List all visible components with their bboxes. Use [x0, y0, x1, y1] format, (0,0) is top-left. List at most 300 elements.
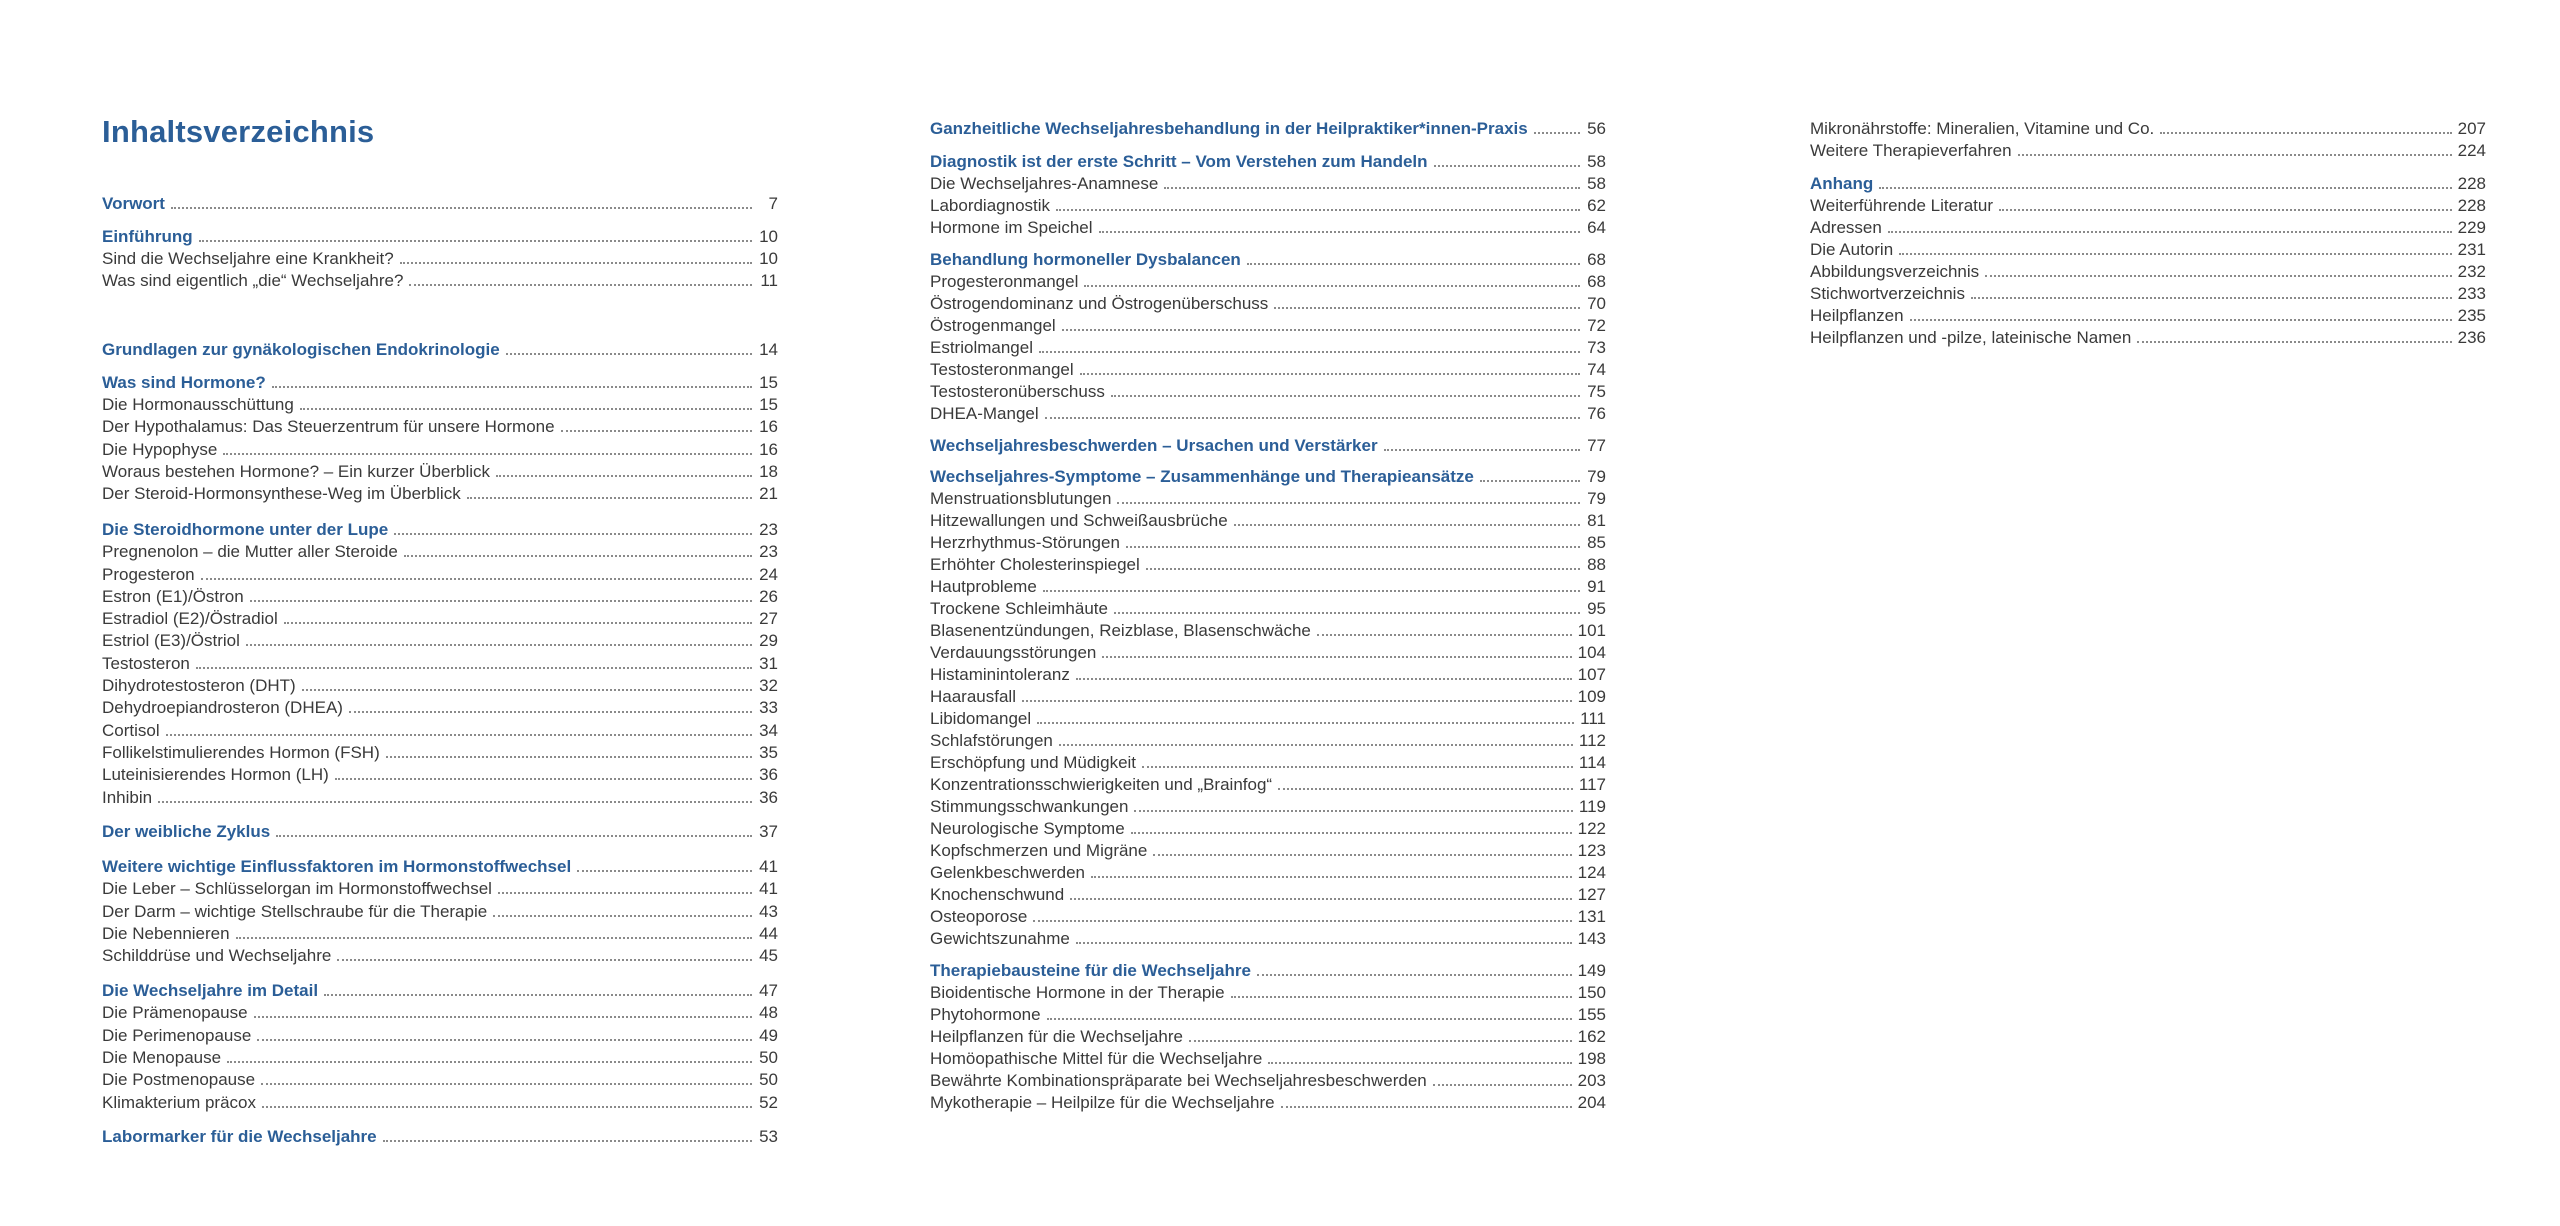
- toc-entry[interactable]: [102, 742, 778, 764]
- toc-page-number: 119: [1578, 797, 1606, 816]
- toc-entry-label: Cortisol: [102, 721, 160, 740]
- toc-entry-label: Homöopathische Mittel für die Wechseljahre: [930, 1049, 1263, 1068]
- dot-leader: [1879, 186, 2451, 189]
- dot-leader: [1257, 973, 1572, 976]
- toc-entry-label: Erschöpfung und Müdigkeit: [930, 753, 1137, 772]
- dot-leader: [1062, 328, 1580, 331]
- toc-entry[interactable]: [102, 1002, 778, 1024]
- toc-section-heading[interactable]: [102, 339, 778, 361]
- toc-page-number: 70: [1587, 294, 1606, 313]
- toc-page-number: 122: [1577, 819, 1606, 838]
- dot-leader: [1033, 919, 1571, 922]
- toc-entry[interactable]: [102, 1047, 778, 1069]
- toc-entry-label: Die Menopause: [102, 1048, 222, 1067]
- toc-section-heading[interactable]: [102, 519, 778, 541]
- toc-page-number: 62: [1587, 196, 1606, 215]
- toc-page-number: 7: [768, 194, 778, 213]
- toc-entry-label: Der Steroid-Hormonsynthese-Weg im Überblick: [102, 484, 461, 503]
- dot-leader: [1070, 897, 1571, 900]
- toc-entry-label: Dihydrotestosteron (DHT): [102, 676, 296, 695]
- toc-entry[interactable]: [930, 1048, 1606, 1070]
- toc-page-number: 49: [759, 1026, 778, 1045]
- toc-page-number: 155: [1577, 1005, 1606, 1024]
- toc-page-number: 85: [1587, 533, 1606, 552]
- toc-entry-label: Konzentrationsschwierigkeiten und „Brainfog“: [930, 775, 1273, 794]
- toc-entry-label: Vorwort: [102, 194, 165, 213]
- toc-entry[interactable]: [930, 576, 1606, 598]
- toc-entry-label: Haarausfall: [930, 687, 1016, 706]
- toc-page-number: 41: [759, 857, 778, 876]
- toc-entry-label: Stimmungsschwankungen: [930, 797, 1129, 816]
- toc-page-number: 204: [1577, 1093, 1606, 1112]
- toc-entry[interactable]: [102, 248, 778, 270]
- dot-leader: [1384, 448, 1580, 451]
- toc-entry-label: Der Hypothalamus: Das Steuerzentrum für unsere Hormone: [102, 417, 555, 436]
- toc-entry-label: Hormone im Speichel: [930, 218, 1093, 237]
- toc-entry[interactable]: [930, 554, 1606, 576]
- toc-entry[interactable]: [102, 923, 778, 945]
- toc-page-number: 53: [759, 1127, 778, 1146]
- toc-entry[interactable]: [102, 653, 778, 675]
- toc-entry[interactable]: [102, 541, 778, 563]
- toc-entry-label: Mykotherapie – Heilpilze für die Wechseljahre: [930, 1093, 1275, 1112]
- dot-leader: [302, 688, 752, 691]
- toc-page-number: 231: [2457, 240, 2486, 259]
- toc-page-number: 11: [760, 271, 778, 290]
- toc-entry[interactable]: [930, 982, 1606, 1004]
- toc-entry[interactable]: [930, 862, 1606, 884]
- toc-entry-label: Wechseljahres-Symptome – Zusammenhänge und Therapieansätze: [930, 467, 1474, 486]
- toc-section-heading[interactable]: [1810, 173, 2486, 195]
- toc-page-number: 36: [759, 788, 778, 807]
- toc-entry-label: Labordiagnostik: [930, 196, 1051, 215]
- toc-entry-label: Pregnenolon – die Mutter aller Steroide: [102, 542, 398, 561]
- toc-page-number: 14: [759, 340, 778, 359]
- toc-page-number: 229: [2457, 218, 2486, 237]
- toc-entry-label: Schilddrüse und Wechseljahre: [102, 946, 332, 965]
- toc-page-number: 124: [1577, 863, 1606, 882]
- toc-entry[interactable]: [930, 928, 1606, 950]
- toc-section-heading[interactable]: [930, 249, 1606, 271]
- toc-entry[interactable]: [102, 1092, 778, 1114]
- toc-page-number: 64: [1587, 218, 1606, 237]
- toc-entry-label: Die Hormonausschüttung: [102, 395, 294, 414]
- toc-entry-label: Stichwortverzeichnis: [1810, 284, 1965, 303]
- toc-entry-label: Sind die Wechseljahre eine Krankheit?: [102, 249, 394, 268]
- dot-leader: [236, 936, 752, 939]
- toc-entry[interactable]: [930, 840, 1606, 862]
- toc-entry-label: Libidomangel: [930, 709, 1032, 728]
- toc-entry[interactable]: [102, 1025, 778, 1047]
- toc-entry[interactable]: [1810, 305, 2486, 327]
- toc-page-number: 143: [1577, 929, 1606, 948]
- dot-leader: [1084, 284, 1580, 287]
- toc-entry-label: Die Postmenopause: [102, 1070, 256, 1089]
- toc-page-number: 101: [1577, 621, 1606, 640]
- dot-leader: [1268, 1061, 1571, 1064]
- toc-entry[interactable]: [930, 315, 1606, 337]
- toc-entry-label: Verdauungsstörungen: [930, 643, 1097, 662]
- toc-entry-label: Trockene Schleimhäute: [930, 599, 1108, 618]
- toc-section-heading[interactable]: [102, 372, 778, 394]
- toc-page-number: 114: [1578, 753, 1606, 772]
- toc-entry-label: Hitzewallungen und Schweißausbrüche: [930, 511, 1228, 530]
- toc-page-number: 228: [2457, 174, 2486, 193]
- toc-entry-label: Behandlung hormoneller Dysbalancen: [930, 250, 1241, 269]
- toc-page-number: 27: [759, 609, 778, 628]
- toc-entry[interactable]: [930, 664, 1606, 686]
- toc-page-number: 81: [1587, 511, 1606, 530]
- toc-entry-label: Anhang: [1810, 174, 1874, 193]
- toc-section-heading[interactable]: [930, 435, 1606, 457]
- toc-entry-label: Hautprobleme: [930, 577, 1037, 596]
- toc-entry[interactable]: [930, 598, 1606, 620]
- toc-entry[interactable]: [930, 510, 1606, 532]
- toc-entry-label: Die Leber – Schlüsselorgan im Hormonstoffwechsel: [102, 879, 492, 898]
- toc-page-number: 43: [759, 902, 778, 921]
- toc-entry[interactable]: [930, 293, 1606, 315]
- toc-entry[interactable]: [1810, 261, 2486, 283]
- toc-page-number: 127: [1577, 885, 1606, 904]
- toc-entry-label: Menstruationsblutungen: [930, 489, 1112, 508]
- toc-page-number: 107: [1577, 665, 1606, 684]
- toc-page-number: 18: [759, 462, 778, 481]
- toc-page-number: 224: [2457, 141, 2486, 160]
- toc-entry-label: Heilpflanzen: [1810, 306, 1904, 325]
- toc-page-number: 15: [759, 395, 778, 414]
- toc-page-number: 91: [1587, 577, 1606, 596]
- toc-entry[interactable]: [930, 337, 1606, 359]
- toc-entry[interactable]: [1810, 327, 2486, 349]
- dot-leader: [199, 239, 752, 242]
- dot-leader: [1234, 523, 1580, 526]
- toc-page-number: 198: [1577, 1049, 1606, 1068]
- toc-entry-label: Neurologische Symptome: [930, 819, 1125, 838]
- dot-leader: [383, 1139, 752, 1142]
- dot-leader: [257, 1038, 752, 1041]
- toc-entry-label: Schlafstörungen: [930, 731, 1053, 750]
- toc-entry-label: Follikelstimulierendes Hormon (FSH): [102, 743, 380, 762]
- toc-page-number: 73: [1587, 338, 1606, 357]
- dot-leader: [1433, 1083, 1572, 1086]
- dot-leader: [1117, 501, 1580, 504]
- dot-leader: [158, 800, 752, 803]
- toc-page-number: 35: [759, 743, 778, 762]
- dot-leader: [1037, 721, 1574, 724]
- toc-entry-label: Estriolmangel: [930, 338, 1033, 357]
- toc-section-heading[interactable]: [102, 856, 778, 878]
- toc-page-number: 37: [759, 822, 778, 841]
- toc-entry[interactable]: [930, 708, 1606, 730]
- dot-leader: [276, 834, 752, 837]
- dot-leader: [409, 283, 752, 286]
- toc-entry[interactable]: [930, 620, 1606, 642]
- toc-page-number: 23: [759, 542, 778, 561]
- toc-entry[interactable]: [1810, 118, 2486, 140]
- toc-page-number: 36: [759, 765, 778, 784]
- toc-page-number: 117: [1578, 775, 1606, 794]
- toc-entry[interactable]: [930, 1004, 1606, 1026]
- dot-leader: [1888, 230, 2452, 233]
- dot-leader: [223, 452, 752, 455]
- toc-entry[interactable]: [102, 787, 778, 809]
- toc-entry[interactable]: [930, 532, 1606, 554]
- toc-entry[interactable]: [102, 878, 778, 900]
- dot-leader: [1134, 809, 1572, 812]
- toc-page-number: 24: [759, 565, 778, 584]
- toc-entry-label: Heilpflanzen für die Wechseljahre: [930, 1027, 1183, 1046]
- toc-entry[interactable]: [1810, 217, 2486, 239]
- toc-entry-label: Der Darm – wichtige Stellschraube für die Therapie: [102, 902, 488, 921]
- toc-entry[interactable]: [930, 1092, 1606, 1114]
- toc-entry[interactable]: [102, 675, 778, 697]
- toc-entry-label: Herzrhythmus-Störungen: [930, 533, 1120, 552]
- toc-entry-label: Labormarker für die Wechseljahre: [102, 1127, 377, 1146]
- toc-entry-label: Therapiebausteine für die Wechseljahre: [930, 961, 1251, 980]
- toc-entry[interactable]: [1810, 195, 2486, 217]
- dot-leader: [1317, 633, 1572, 636]
- dot-leader: [1278, 787, 1573, 790]
- dot-leader: [1231, 995, 1572, 998]
- dot-leader: [1153, 853, 1571, 856]
- dot-leader: [272, 385, 752, 388]
- toc-entry-label: Mikronährstoffe: Mineralien, Vitamine und Co.: [1810, 119, 2155, 138]
- toc-page-number: 131: [1577, 907, 1606, 926]
- toc-entry[interactable]: [930, 381, 1606, 403]
- toc-page-number: 68: [1587, 250, 1606, 269]
- dot-leader: [1910, 318, 2452, 321]
- dot-leader: [1043, 589, 1580, 592]
- toc-entry[interactable]: [930, 906, 1606, 928]
- toc-entry-label: Die Wechseljahres-Anamnese: [930, 174, 1159, 193]
- dot-leader: [324, 993, 752, 996]
- toc-entry[interactable]: [102, 270, 778, 292]
- toc-entry-label: Testosteronüberschuss: [930, 382, 1105, 401]
- toc-entry[interactable]: [1810, 283, 2486, 305]
- toc-entry-label: Weitere wichtige Einflussfaktoren im Hormonstoffwechsel: [102, 857, 572, 876]
- toc-entry-label: Östrogenmangel: [930, 316, 1056, 335]
- toc-entry[interactable]: [930, 752, 1606, 774]
- toc-entry[interactable]: [930, 359, 1606, 381]
- dot-leader: [1076, 941, 1572, 944]
- toc-entry[interactable]: [930, 730, 1606, 752]
- toc-page-number: 68: [1587, 272, 1606, 291]
- toc-page-number: 79: [1587, 489, 1606, 508]
- toc-page-number: 79: [1587, 467, 1606, 486]
- dot-leader: [1080, 372, 1580, 375]
- toc-entry[interactable]: [930, 884, 1606, 906]
- toc-entry[interactable]: [102, 764, 778, 786]
- dot-leader: [196, 666, 752, 669]
- toc-page-number: 45: [759, 946, 778, 965]
- toc-entry[interactable]: [930, 271, 1606, 293]
- dot-leader: [1534, 131, 1580, 134]
- toc-page-number: 47: [759, 981, 778, 1000]
- dot-leader: [1274, 306, 1580, 309]
- toc-page-number: 10: [759, 249, 778, 268]
- dot-leader: [1480, 479, 1580, 482]
- toc-entry-label: Der weibliche Zyklus: [102, 822, 271, 841]
- toc-entry[interactable]: [930, 686, 1606, 708]
- toc-entry[interactable]: [930, 217, 1606, 239]
- toc-entry[interactable]: [102, 416, 778, 438]
- dot-leader: [1102, 655, 1571, 658]
- toc-entry-label: Abbildungsverzeichnis: [1810, 262, 1980, 281]
- toc-entry[interactable]: [1810, 239, 2486, 261]
- toc-page-number: 72: [1587, 316, 1606, 335]
- toc-entry-label: Estradiol (E2)/Östradiol: [102, 609, 278, 628]
- toc-entry[interactable]: [102, 720, 778, 742]
- toc-entry[interactable]: [930, 796, 1606, 818]
- toc-entry[interactable]: [930, 642, 1606, 664]
- toc-entry-label: Knochenschwund: [930, 885, 1065, 904]
- toc-entry-label: Woraus bestehen Hormone? – Ein kurzer Überblick: [102, 462, 491, 481]
- toc-entry[interactable]: [102, 483, 778, 505]
- toc-section-heading[interactable]: [102, 980, 778, 1002]
- toc-page-number: 112: [1578, 731, 1606, 750]
- toc-entry[interactable]: [102, 608, 778, 630]
- toc-section-heading[interactable]: [102, 821, 778, 843]
- toc-page-number: 75: [1587, 382, 1606, 401]
- toc-section-heading[interactable]: [930, 466, 1606, 488]
- toc-entry[interactable]: [930, 488, 1606, 510]
- dot-leader: [1099, 230, 1580, 233]
- toc-section-heading[interactable]: [102, 226, 778, 248]
- toc-page-number: 26: [759, 587, 778, 606]
- dot-leader: [496, 474, 752, 477]
- toc-entry[interactable]: [930, 1070, 1606, 1092]
- dot-leader: [386, 755, 752, 758]
- toc-entry-label: Was sind eigentlich „die“ Wechseljahre?: [102, 271, 404, 290]
- dot-leader: [227, 1060, 752, 1063]
- toc-page-number: 104: [1577, 643, 1606, 662]
- toc-entry[interactable]: [102, 564, 778, 586]
- dot-leader: [2018, 153, 2452, 156]
- toc-page-number: 58: [1587, 174, 1606, 193]
- toc-entry-label: Was sind Hormone?: [102, 373, 266, 392]
- toc-entry-label: Weiterführende Literatur: [1810, 196, 1994, 215]
- toc-entry-label: Testosteron: [102, 654, 190, 673]
- toc-page-number: 162: [1577, 1027, 1606, 1046]
- toc-page-number: 56: [1587, 119, 1606, 138]
- toc-entry-label: Testosteronmangel: [930, 360, 1074, 379]
- toc-entry-label: Gewichtszunahme: [930, 929, 1070, 948]
- dot-leader: [1114, 611, 1580, 614]
- toc-page-number: 123: [1577, 841, 1606, 860]
- toc-entry[interactable]: [930, 1026, 1606, 1048]
- toc-page-number: 76: [1587, 404, 1606, 423]
- toc-page-number: 16: [759, 440, 778, 459]
- toc-section-heading[interactable]: [930, 151, 1606, 173]
- toc-page-number: 235: [2457, 306, 2486, 325]
- toc-section-heading[interactable]: [930, 960, 1606, 982]
- toc-entry-label: Histaminintoleranz: [930, 665, 1070, 684]
- toc-page-number: 50: [759, 1048, 778, 1067]
- dot-leader: [1247, 262, 1580, 265]
- toc-page-number: 50: [759, 1070, 778, 1089]
- toc-entry-label: Bewährte Kombinationspräparate bei Wechseljahresbeschwerden: [930, 1071, 1427, 1090]
- dot-leader: [166, 733, 752, 736]
- toc-page-number: 228: [2457, 196, 2486, 215]
- toc-entry-label: Die Nebennieren: [102, 924, 230, 943]
- toc-page-number: 149: [1577, 961, 1606, 980]
- toc-entry-label: Kopfschmerzen und Migräne: [930, 841, 1148, 860]
- toc-page-number: 21: [759, 484, 778, 503]
- dot-leader: [1131, 831, 1572, 834]
- toc-page-number: 232: [2457, 262, 2486, 281]
- toc-entry-label: Die Hypophyse: [102, 440, 218, 459]
- toc-entry[interactable]: [102, 1069, 778, 1091]
- toc-section-heading[interactable]: [102, 1126, 778, 1148]
- toc-entry-label: Osteoporose: [930, 907, 1028, 926]
- toc-entry-label: Östrogendominanz und Östrogenüberschuss: [930, 294, 1269, 313]
- toc-page-number: 109: [1577, 687, 1606, 706]
- dot-leader: [1091, 875, 1572, 878]
- toc-page-number: 48: [759, 1003, 778, 1022]
- toc-page-number: 77: [1587, 436, 1606, 455]
- toc-entry[interactable]: [102, 630, 778, 652]
- toc-entry-label: Die Prämenopause: [102, 1003, 248, 1022]
- dot-leader: [1111, 394, 1580, 397]
- toc-entry[interactable]: [102, 439, 778, 461]
- dot-leader: [246, 643, 752, 646]
- toc-entry[interactable]: [930, 195, 1606, 217]
- dot-leader: [1126, 545, 1580, 548]
- dot-leader: [1142, 765, 1573, 768]
- dot-leader: [254, 1015, 752, 1018]
- dot-leader: [1146, 567, 1580, 570]
- toc-entry[interactable]: [102, 586, 778, 608]
- toc-entry-label: Inhibin: [102, 788, 153, 807]
- toc-entry[interactable]: [102, 394, 778, 416]
- dot-leader: [1059, 743, 1573, 746]
- toc-entry-label: Ganzheitliche Wechseljahresbehandlung in der Heilpraktiker*innen-Praxis: [930, 119, 1528, 138]
- toc-entry[interactable]: [930, 403, 1606, 425]
- toc-section-heading[interactable]: [930, 118, 1606, 140]
- dot-leader: [201, 577, 752, 580]
- toc-entry[interactable]: [102, 945, 778, 967]
- toc-page-number: 150: [1577, 983, 1606, 1002]
- toc-page-number: 52: [759, 1093, 778, 1112]
- toc-entry[interactable]: [930, 818, 1606, 840]
- toc-entry[interactable]: [102, 461, 778, 483]
- toc-section-heading[interactable]: [102, 193, 778, 215]
- toc-page-number: 16: [759, 417, 778, 436]
- toc-page-number: 23: [759, 520, 778, 539]
- dot-leader: [394, 532, 752, 535]
- page-title: Inhaltsverzeichnis: [102, 114, 375, 149]
- toc-entry[interactable]: [102, 697, 778, 719]
- dot-leader: [577, 869, 752, 872]
- toc-entry[interactable]: [102, 901, 778, 923]
- toc-entry[interactable]: [930, 774, 1606, 796]
- dot-leader: [404, 554, 752, 557]
- dot-leader: [1039, 350, 1580, 353]
- dot-leader: [2160, 131, 2451, 134]
- toc-entry-label: Die Wechseljahre im Detail: [102, 981, 319, 1000]
- dot-leader: [1076, 677, 1572, 680]
- toc-page-number: 15: [759, 373, 778, 392]
- toc-entry[interactable]: [1810, 140, 2486, 162]
- toc-entry-label: Adressen: [1810, 218, 1882, 237]
- toc-entry-label: Die Autorin: [1810, 240, 1894, 259]
- toc-page-number: 29: [759, 631, 778, 650]
- toc-entry-label: Phytohormone: [930, 1005, 1041, 1024]
- toc-entry-label: Grundlagen zur gynäkologischen Endokrinologie: [102, 340, 500, 359]
- dot-leader: [467, 496, 752, 499]
- toc-entry[interactable]: [930, 173, 1606, 195]
- dot-leader: [262, 1105, 752, 1108]
